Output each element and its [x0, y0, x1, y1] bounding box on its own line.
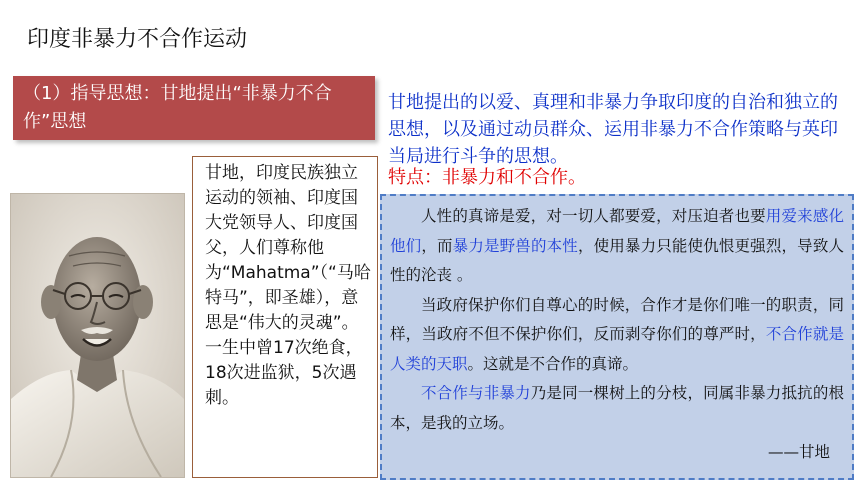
quote-text: 当政府保护你们自尊心的时候，合作才是你们唯一的职责，同样，当政府不但不保护你们，反而剥夺你们的尊严时，: [390, 295, 844, 343]
quote-text: 。这就是不合作的真谛。: [467, 354, 639, 373]
quote-text: ，使用暴力只能使仇恨更强烈，导致人性的沦丧 。: [390, 236, 844, 284]
quote-text: 乃是同一棵树上的分枝，同属非暴力抵抗的根本，是我的立场。: [390, 384, 844, 432]
quote-paragraph-1: [390, 202, 844, 291]
gandhi-portrait: [10, 193, 185, 478]
quote-paragraph-3: [390, 379, 844, 438]
guiding-thought-text: （1）指导思想：甘地提出“非暴力不合作”思想: [23, 83, 332, 132]
gandhi-bio: 甘地，印度民族独立运动的领袖、印度国大党领导人、印度国父，人们尊称他为“Mahatma”（“马哈特马”，即圣雄），意思是“伟大的灵魂”。一生中曾17次绝食，18次进监狱，5次遇刺。: [192, 156, 378, 478]
quote-highlight: 用爱来感化他们: [390, 207, 844, 255]
gandhi-quote-box: [380, 194, 854, 480]
quote-signature: ——甘地: [767, 443, 830, 461]
thought-description: 甘地提出的以爱、真理和非暴力争取印度的自治和独立的思想，以及通过动员群众、运用非暴力不合作策略与英印当局进行斗争的思想。: [388, 92, 838, 167]
page-title: 印度非暴力不合作运动: [27, 27, 248, 52]
guiding-thought-box: [13, 76, 375, 140]
quote-highlight: 暴力是野兽的本性: [452, 236, 578, 255]
quote-highlight: 不合作与非暴力: [421, 384, 531, 402]
quote-paragraph-2: [390, 291, 844, 380]
quote-text: ，而: [421, 236, 453, 255]
quote-text: 人性的真谛是爱，对一切人都要爱，对压迫者也要: [421, 207, 766, 225]
quote-highlight: 不合作就是人类的天职: [390, 325, 844, 373]
feature-text: 特点：非暴力和不合作。: [388, 167, 586, 188]
portrait-illustration: [11, 194, 184, 477]
